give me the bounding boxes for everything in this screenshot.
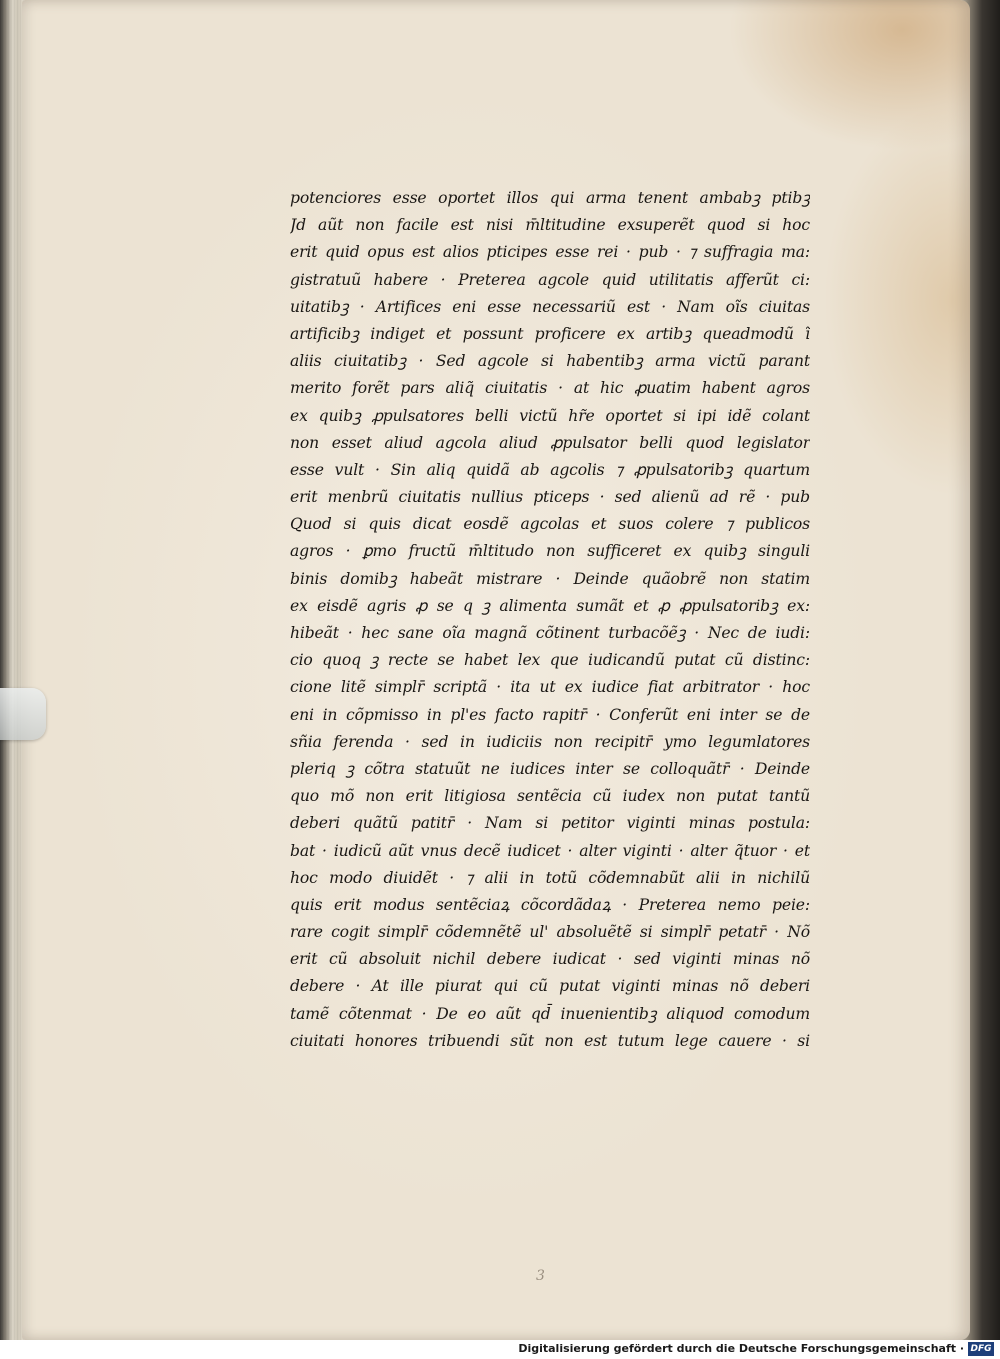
text-line: ex eisdẽ agris ꝓ se q ꝫ alimenta sumãt et ꝓ ꝓpulsatoribꝫ ex: xyxy=(290,596,810,615)
text-line: agros · ꝑmo fructũ m̄ltitudo non sufficeret ex quibꝫ singuli xyxy=(290,542,810,561)
page-tab-marker xyxy=(0,688,46,740)
text-line: tamẽ cõtenmat · De eo aũt qd̄ inuenientibꝫ aliquod comodum xyxy=(290,1004,810,1023)
text-line: ciuitati honores tribuendi sũt non est tutum lege cauere · si xyxy=(290,1031,810,1050)
text-line: artificibꝫ indiget et possunt proficere ex artibꝫ queadmodũ ĩ xyxy=(290,324,810,343)
text-line: aliis ciuitatibꝫ · Sed agcole si habentibꝫ arma victũ parant xyxy=(290,352,810,371)
text-line: eni in cõpmisso in pl'es facto rapitr̄ · Conferũt eni inter se de xyxy=(290,705,810,724)
text-line: uitatibꝫ · Artifices eni esse necessariũ est · Nam oĩs ciuitas xyxy=(290,297,810,316)
text-line: merito forẽt pars aliq̃ ciuitatis · at hic ꝓuatim habent agros xyxy=(290,379,810,398)
text-line: pleriq ꝫ cõtra statuũt ne iudices inter se colloquãtr̄ · Deinde xyxy=(290,759,810,778)
text-line: hibeãt · hec sane oĩa magnã cõtinent turbacõẽꝫ · Nec de iudi: xyxy=(290,624,810,642)
text-line: rare cogit simplr̄ cõdemnẽtẽ ul' absoluẽtẽ si simplr̄ petatr̄ · Nõ xyxy=(290,923,810,942)
text-line: erit cũ absoluit nichil debere iudicat · sed viginti minas nõ xyxy=(290,950,810,969)
text-line: Jd aũt non facile est nisi m̄ltitudine exsuperẽt quod si hoc xyxy=(290,216,810,235)
text-line: quis erit modus sentẽciaꝝ cõcordãdaꝝ · Preterea nemo peie: xyxy=(290,895,810,914)
page-signature-mark: 3 xyxy=(536,1268,545,1284)
text-line: cione litẽ simplr̄ scriptã · ita ut ex iudice fiat arbitrator · hoc xyxy=(290,678,810,697)
text-line: ex quibꝫ ꝓpulsatores belli victũ hr̃e oportet si ipi idẽ colant xyxy=(290,406,810,425)
text-line: deberi quãtũ patitr̄ · Nam si petitor viginti minas postula: xyxy=(290,814,810,833)
text-line: erit quid opus est alios pticipes esse rei · pub · ⁊ suffragia ma: xyxy=(290,243,810,262)
text-line: erit menbrũ ciuitatis nullius pticeps · sed alienũ ad rẽ · pub xyxy=(290,488,810,507)
text-line: debere · At ille piurat qui cũ putat viginti minas nõ deberi xyxy=(290,977,810,996)
dfg-logo-icon: DFG xyxy=(968,1342,994,1356)
text-line: hoc modo diuidẽt · ⁊ alii in totũ cõdemnabũt alii in nichilũ xyxy=(290,868,810,887)
text-line: bat · iudicũ aũt vnus decẽ iudicet · alter viginti · alter q̃tuor · et xyxy=(290,841,810,860)
text-line: sñia ferenda · sed in iudiciis non recipitr̄ ymo legumlatores xyxy=(290,732,810,751)
text-line: gistratuũ habere · Preterea agcole quid utilitatis afferũt ci: xyxy=(290,270,810,289)
footer-bar xyxy=(0,1340,1000,1359)
manuscript-text-block xyxy=(290,185,810,1055)
text-line: esse vult · Sin aliq quidã ab agcolis ⁊ ꝓpulsatoribꝫ quartum xyxy=(290,460,810,479)
text-line: cio quoq ꝫ recte se habet lex que iudicandũ putat cũ distinc: xyxy=(290,651,810,670)
text-line: Quod si quis dicat eosdẽ agcolas et suos colere ⁊ publicos xyxy=(290,515,810,534)
text-line: potenciores esse oportet illos qui arma tenent ambabꝫ ptibꝫ xyxy=(290,189,810,207)
text-line: quo mõ non erit litigiosa sentẽcia cũ iudex non putat tantũ xyxy=(290,787,810,806)
text-line: binis domibꝫ habeãt mistrare · Deinde quãobrẽ non statim xyxy=(290,569,810,588)
text-line: non esset aliud agcola aliud ꝓpulsator belli quod legislator xyxy=(290,433,810,452)
funding-credit: Digitalisierung gefördert durch die Deutsche Forschungsgemeinschaft · xyxy=(518,1342,964,1355)
